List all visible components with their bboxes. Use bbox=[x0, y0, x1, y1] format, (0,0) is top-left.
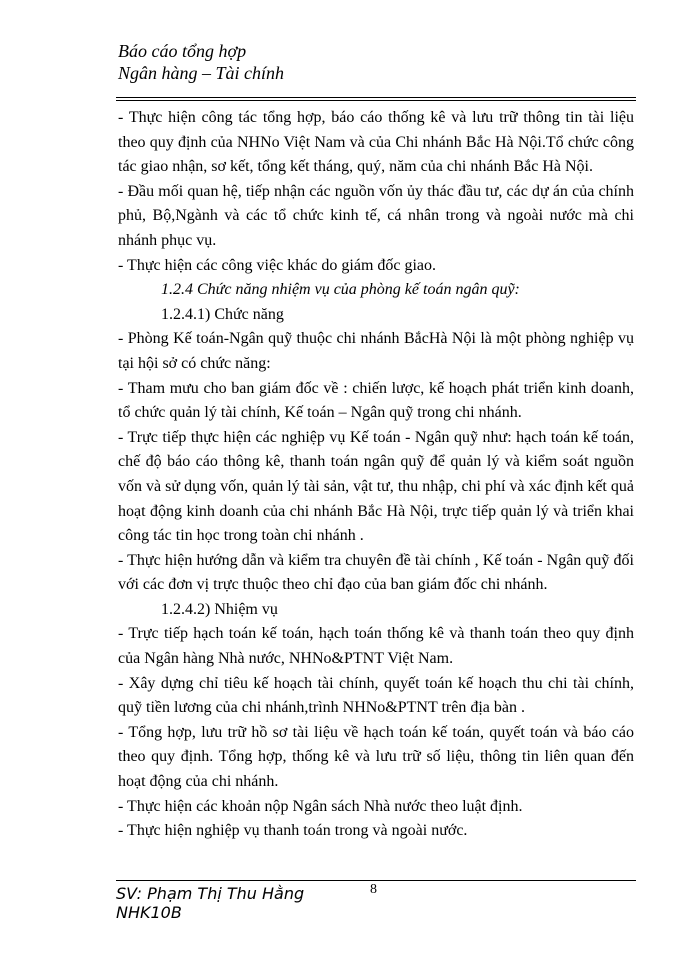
section-heading: 1.2.4 Chức năng nhiệm vụ của phòng kế toán ngân quỹ: bbox=[161, 281, 520, 299]
paragraph: - Tham mưu cho ban giám đốc về : chiến lược, kế hoạch phát triển kinh doanh, tổ chức quản lý tài chính, Kế toán – Ngân quỹ trong chi nhánh. bbox=[118, 379, 634, 422]
subsection-heading: 1.2.4.2) Nhiệm vụ bbox=[161, 600, 278, 618]
paragraph: - Xây dựng chỉ tiêu kế hoạch tài chính, quyết toán kế hoạch thu chi tài chính, quỹ tiền lương của chi nhánh,trình NHNo&PTNT trên địa bàn . bbox=[118, 674, 634, 717]
paragraph: - Thực hiện các công việc khác do giám đốc giao. bbox=[118, 256, 437, 274]
paragraph: - Thực hiện hướng dẫn và kiểm tra chuyên đề tài chính , Kế toán - Ngân quỹ đối với các đơn vị trực thuộc theo chỉ đạo của ban giám đốc chi nhánh. bbox=[118, 551, 634, 594]
paragraph: - Thực hiện các khoản nộp Ngân sách Nhà nước theo luật định. bbox=[118, 797, 523, 815]
footer-rule bbox=[116, 880, 636, 881]
page-body bbox=[118, 106, 634, 844]
header-rule-bottom bbox=[116, 100, 636, 101]
header-report-title: Báo cáo tổng hợp bbox=[118, 41, 247, 61]
header-rule-top bbox=[116, 97, 636, 98]
paragraph: - Thực hiện công tác tổng hợp, báo cáo thống kê và lưu trữ thông tin tài liệu theo quy định của NHNo Việt Nam và của Chi nhánh Bắc Hà Nội.Tổ chức công tác giao nhận, sơ kết, tổng kết tháng, quý, năm của chi nhánh Bắc Hà Nội. bbox=[118, 109, 634, 176]
paragraph: - Trực tiếp hạch toán kế toán, hạch toán thống kê và thanh toán theo quy định của Ngân hàng Nhà nước, NHNo&PTNT Việt Nam. bbox=[118, 625, 634, 668]
page-number: 8 bbox=[370, 882, 377, 897]
paragraph: - Thực hiện nghiệp vụ thanh toán trong và ngoài nước. bbox=[118, 822, 468, 840]
paragraph: - Tổng hợp, lưu trữ hồ sơ tài liệu về hạch toán kế toán, quyết toán và báo cáo theo quy định. Tổng hợp, thống kê và lưu trữ số liệu, thông tin liên quan đến hoạt động của chi nhánh. bbox=[118, 723, 634, 791]
paragraph: - Đầu mối quan hệ, tiếp nhận các nguồn vốn ủy thác đầu tư, các dự án của chính phủ, Bộ,Ngành và các tổ chức kinh tế, cá nhân trong và ngoài nước mà chi nhánh phục vụ. bbox=[118, 182, 634, 249]
paragraph: - Phòng Kế toán-Ngân quỹ thuộc chi nhánh BắcHà Nội là một phòng nghiệp vụ tại hội sở có chức năng: bbox=[118, 330, 634, 372]
subsection-heading: 1.2.4.1) Chức năng bbox=[161, 305, 284, 323]
footer-student-name: SV: Phạm Thị Thu Hằng bbox=[116, 884, 305, 903]
header-subject: Ngân hàng – Tài chính bbox=[118, 63, 285, 83]
page-header bbox=[118, 40, 284, 84]
paragraph: - Trực tiếp thực hiện các nghiệp vụ Kế toán - Ngân quỹ như: hạch toán kế toán, chế độ báo cáo thông kê, thanh toán ngân quỹ để quản lý và kiểm soát nguồn vốn và sử dụng vốn, quản lý tài sản, vật tư, thu nhập, chi phí và xác định kết quả hoạt động kinh doanh của chi nhánh Bắc Hà Nội, trực tiếp quản lý và triển khai công tác tin học trong toàn chi nhánh . bbox=[118, 428, 634, 545]
page-footer bbox=[116, 884, 304, 922]
footer-class-code: NHK10B bbox=[116, 903, 182, 922]
